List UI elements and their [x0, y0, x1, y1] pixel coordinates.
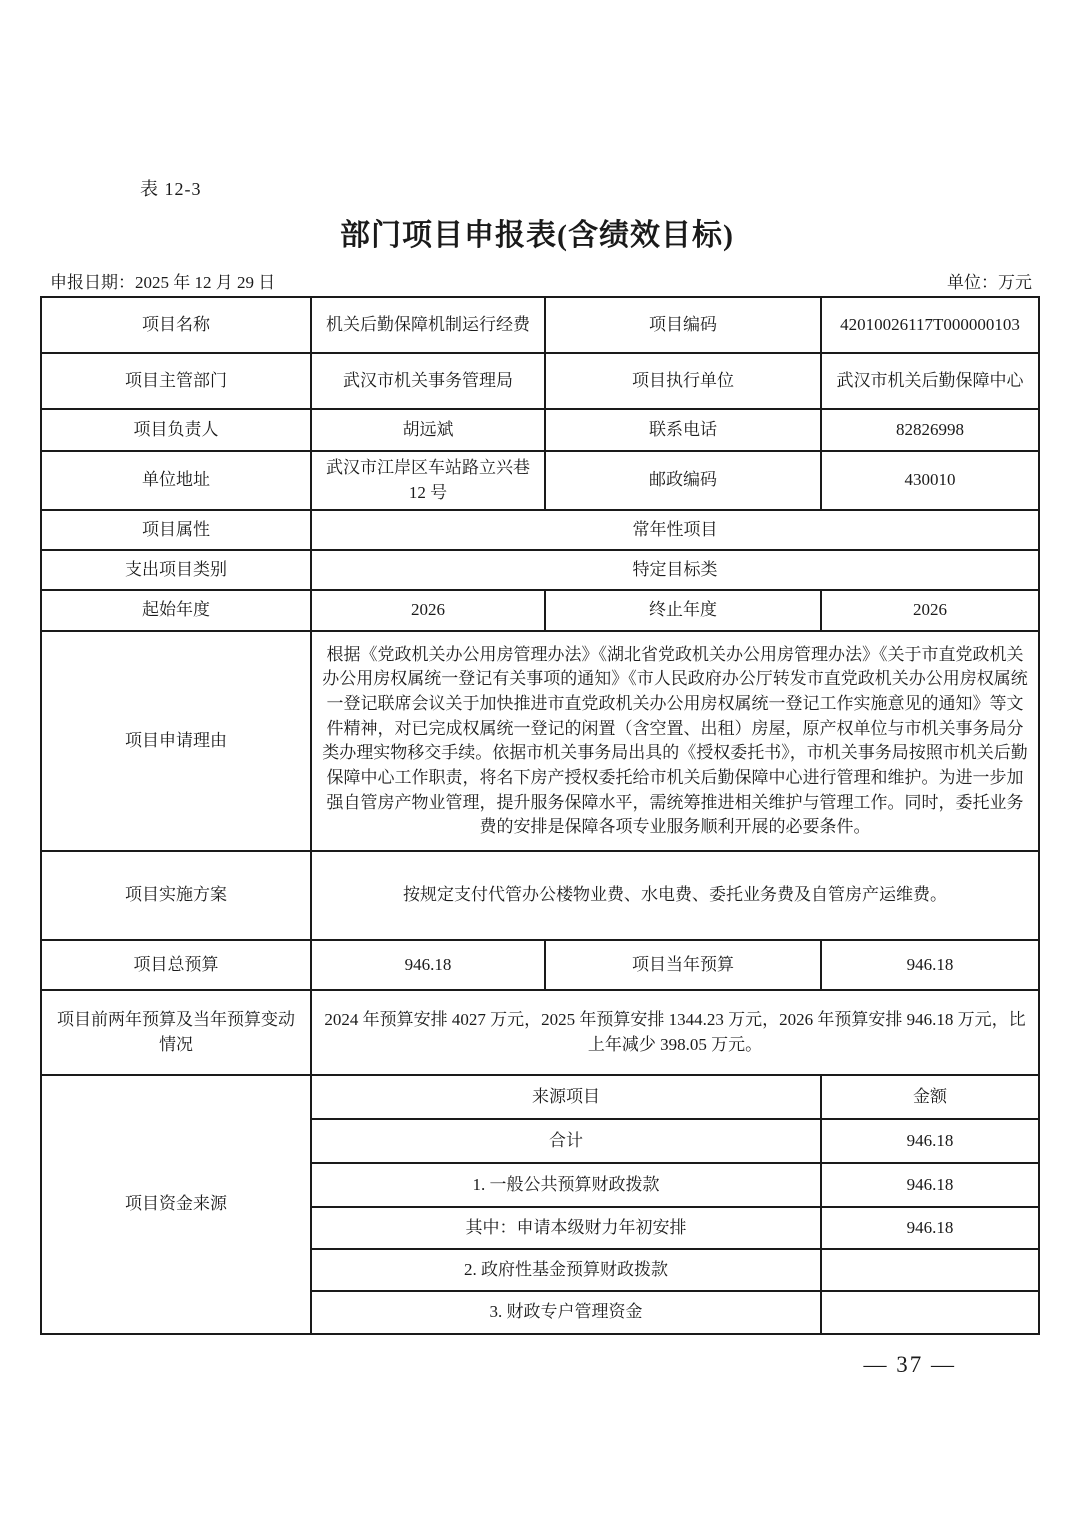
application-reason-text: 根据《党政机关办公用房管理办法》《湖北省党政机关办公用房管理办法》《关于市直党政机关办公用房权属统一登记有关事项的通知》《市人民政府办公厅转发市直党政机关办公用房权属统一登记联席会议关于加快推进市直党政机关办公用房权属统一登记工作实施意见的通知》等文件精神，对已完成权属统一登记的闲置（含空置、出租）房屋，原产权单位与市机关事务局分类办理实物移交手续。依据市机关事务局出具的《授权委托书》，市机关事务局按照市机关后勤保障中心工作职责，将名下房产授权委托给市机关后勤保障中心进行管理和维护。为进一步加强自管房产物业管理，提升服务保障水平，需统筹推进相关维护与管理工作。同时，委托业务费的安排是保障各项专业服务顺利开展的必要条件。: [311, 631, 1039, 851]
end-year-label: 终止年度: [545, 590, 821, 631]
postal-code-label: 邮政编码: [545, 451, 821, 510]
expenditure-category-label: 支出项目类别: [41, 550, 311, 590]
funding-source-label: 项目资金来源: [41, 1075, 311, 1334]
postal-code-value: 430010: [821, 451, 1039, 510]
prior-budget-change-text: 2024 年预算安排 4027 万元，2025 年预算安排 1344.23 万元，2026 年预算安排 946.18 万元，比上年减少 398.05 万元。: [311, 990, 1039, 1075]
page-title: 部门项目申报表(含绩效目标): [340, 219, 734, 252]
table-row: [41, 451, 1039, 510]
phone-label: 联系电话: [545, 409, 821, 451]
end-year-value: 2026: [821, 590, 1039, 631]
page-number: — 37 —: [863, 1352, 956, 1377]
declare-date: 申报日期：2025 年 12 月 29 日: [50, 273, 276, 292]
start-year-value: 2026: [311, 590, 545, 631]
funding-general-budget-amount: 946.18: [821, 1163, 1039, 1207]
table-row: [41, 990, 1039, 1075]
table-row: [41, 409, 1039, 451]
table-row: [41, 631, 1039, 851]
project-name-value: 机关后勤保障机制运行经费: [311, 297, 545, 353]
phone-value: 82826998: [821, 409, 1039, 451]
project-attribute-value: 常年性项目: [311, 510, 1039, 550]
project-application-table: [40, 296, 1040, 1335]
executing-unit-label: 项目执行单位: [545, 353, 821, 409]
funding-source-header: 来源项目: [311, 1075, 821, 1119]
project-leader-value: 胡远斌: [311, 409, 545, 451]
prior-budget-change-label: 项目前两年预算及当年预算变动情况: [41, 990, 311, 1075]
total-budget-value: 946.18: [311, 940, 545, 990]
funding-general-budget-label: 1. 一般公共预算财政拨款: [311, 1163, 821, 1207]
table-row: [41, 550, 1039, 590]
application-reason-label: 项目申请理由: [41, 631, 311, 851]
funding-special-account-amount: [821, 1291, 1039, 1334]
meta-row: [50, 268, 1032, 293]
table-row: [41, 590, 1039, 631]
project-attribute-label: 项目属性: [41, 510, 311, 550]
table-row: [41, 510, 1039, 550]
project-name-label: 项目名称: [41, 297, 311, 353]
table-row: [41, 940, 1039, 990]
funding-local-initial-label: 其中：申请本级财力年初安排: [311, 1207, 821, 1249]
total-budget-label: 项目总预算: [41, 940, 311, 990]
project-code-value: 42010026117T000000103: [821, 297, 1039, 353]
funding-gov-fund-amount: [821, 1249, 1039, 1291]
implementation-plan-label: 项目实施方案: [41, 851, 311, 940]
funding-total-label: 合计: [311, 1119, 821, 1163]
funding-total-amount: 946.18: [821, 1119, 1039, 1163]
supervising-dept-label: 项目主管部门: [41, 353, 311, 409]
start-year-label: 起始年度: [41, 590, 311, 631]
expenditure-category-value: 特定目标类: [311, 550, 1039, 590]
table-row: [41, 1075, 1039, 1119]
unit-address-label: 单位地址: [41, 451, 311, 510]
unit-address-value: 武汉市江岸区车站路立兴巷 12 号: [311, 451, 545, 510]
funding-special-account-label: 3. 财政专户管理资金: [311, 1291, 821, 1334]
implementation-plan-text: 按规定支付代管办公楼物业费、水电费、委托业务费及自管房产运维费。: [311, 851, 1039, 940]
current-year-budget-label: 项目当年预算: [545, 940, 821, 990]
funding-amount-header: 金额: [821, 1075, 1039, 1119]
executing-unit-value: 武汉市机关后勤保障中心: [821, 353, 1039, 409]
current-year-budget-value: 946.18: [821, 940, 1039, 990]
table-row: [41, 851, 1039, 940]
table-row: [41, 297, 1039, 353]
project-leader-label: 项目负责人: [41, 409, 311, 451]
funding-local-initial-amount: 946.18: [821, 1207, 1039, 1249]
supervising-dept-value: 武汉市机关事务管理局: [311, 353, 545, 409]
form-code: 表 12-3: [140, 179, 202, 199]
unit-note: 单位：万元: [947, 273, 1032, 292]
table-row: [41, 353, 1039, 409]
project-code-label: 项目编码: [545, 297, 821, 353]
funding-gov-fund-label: 2. 政府性基金预算财政拨款: [311, 1249, 821, 1291]
